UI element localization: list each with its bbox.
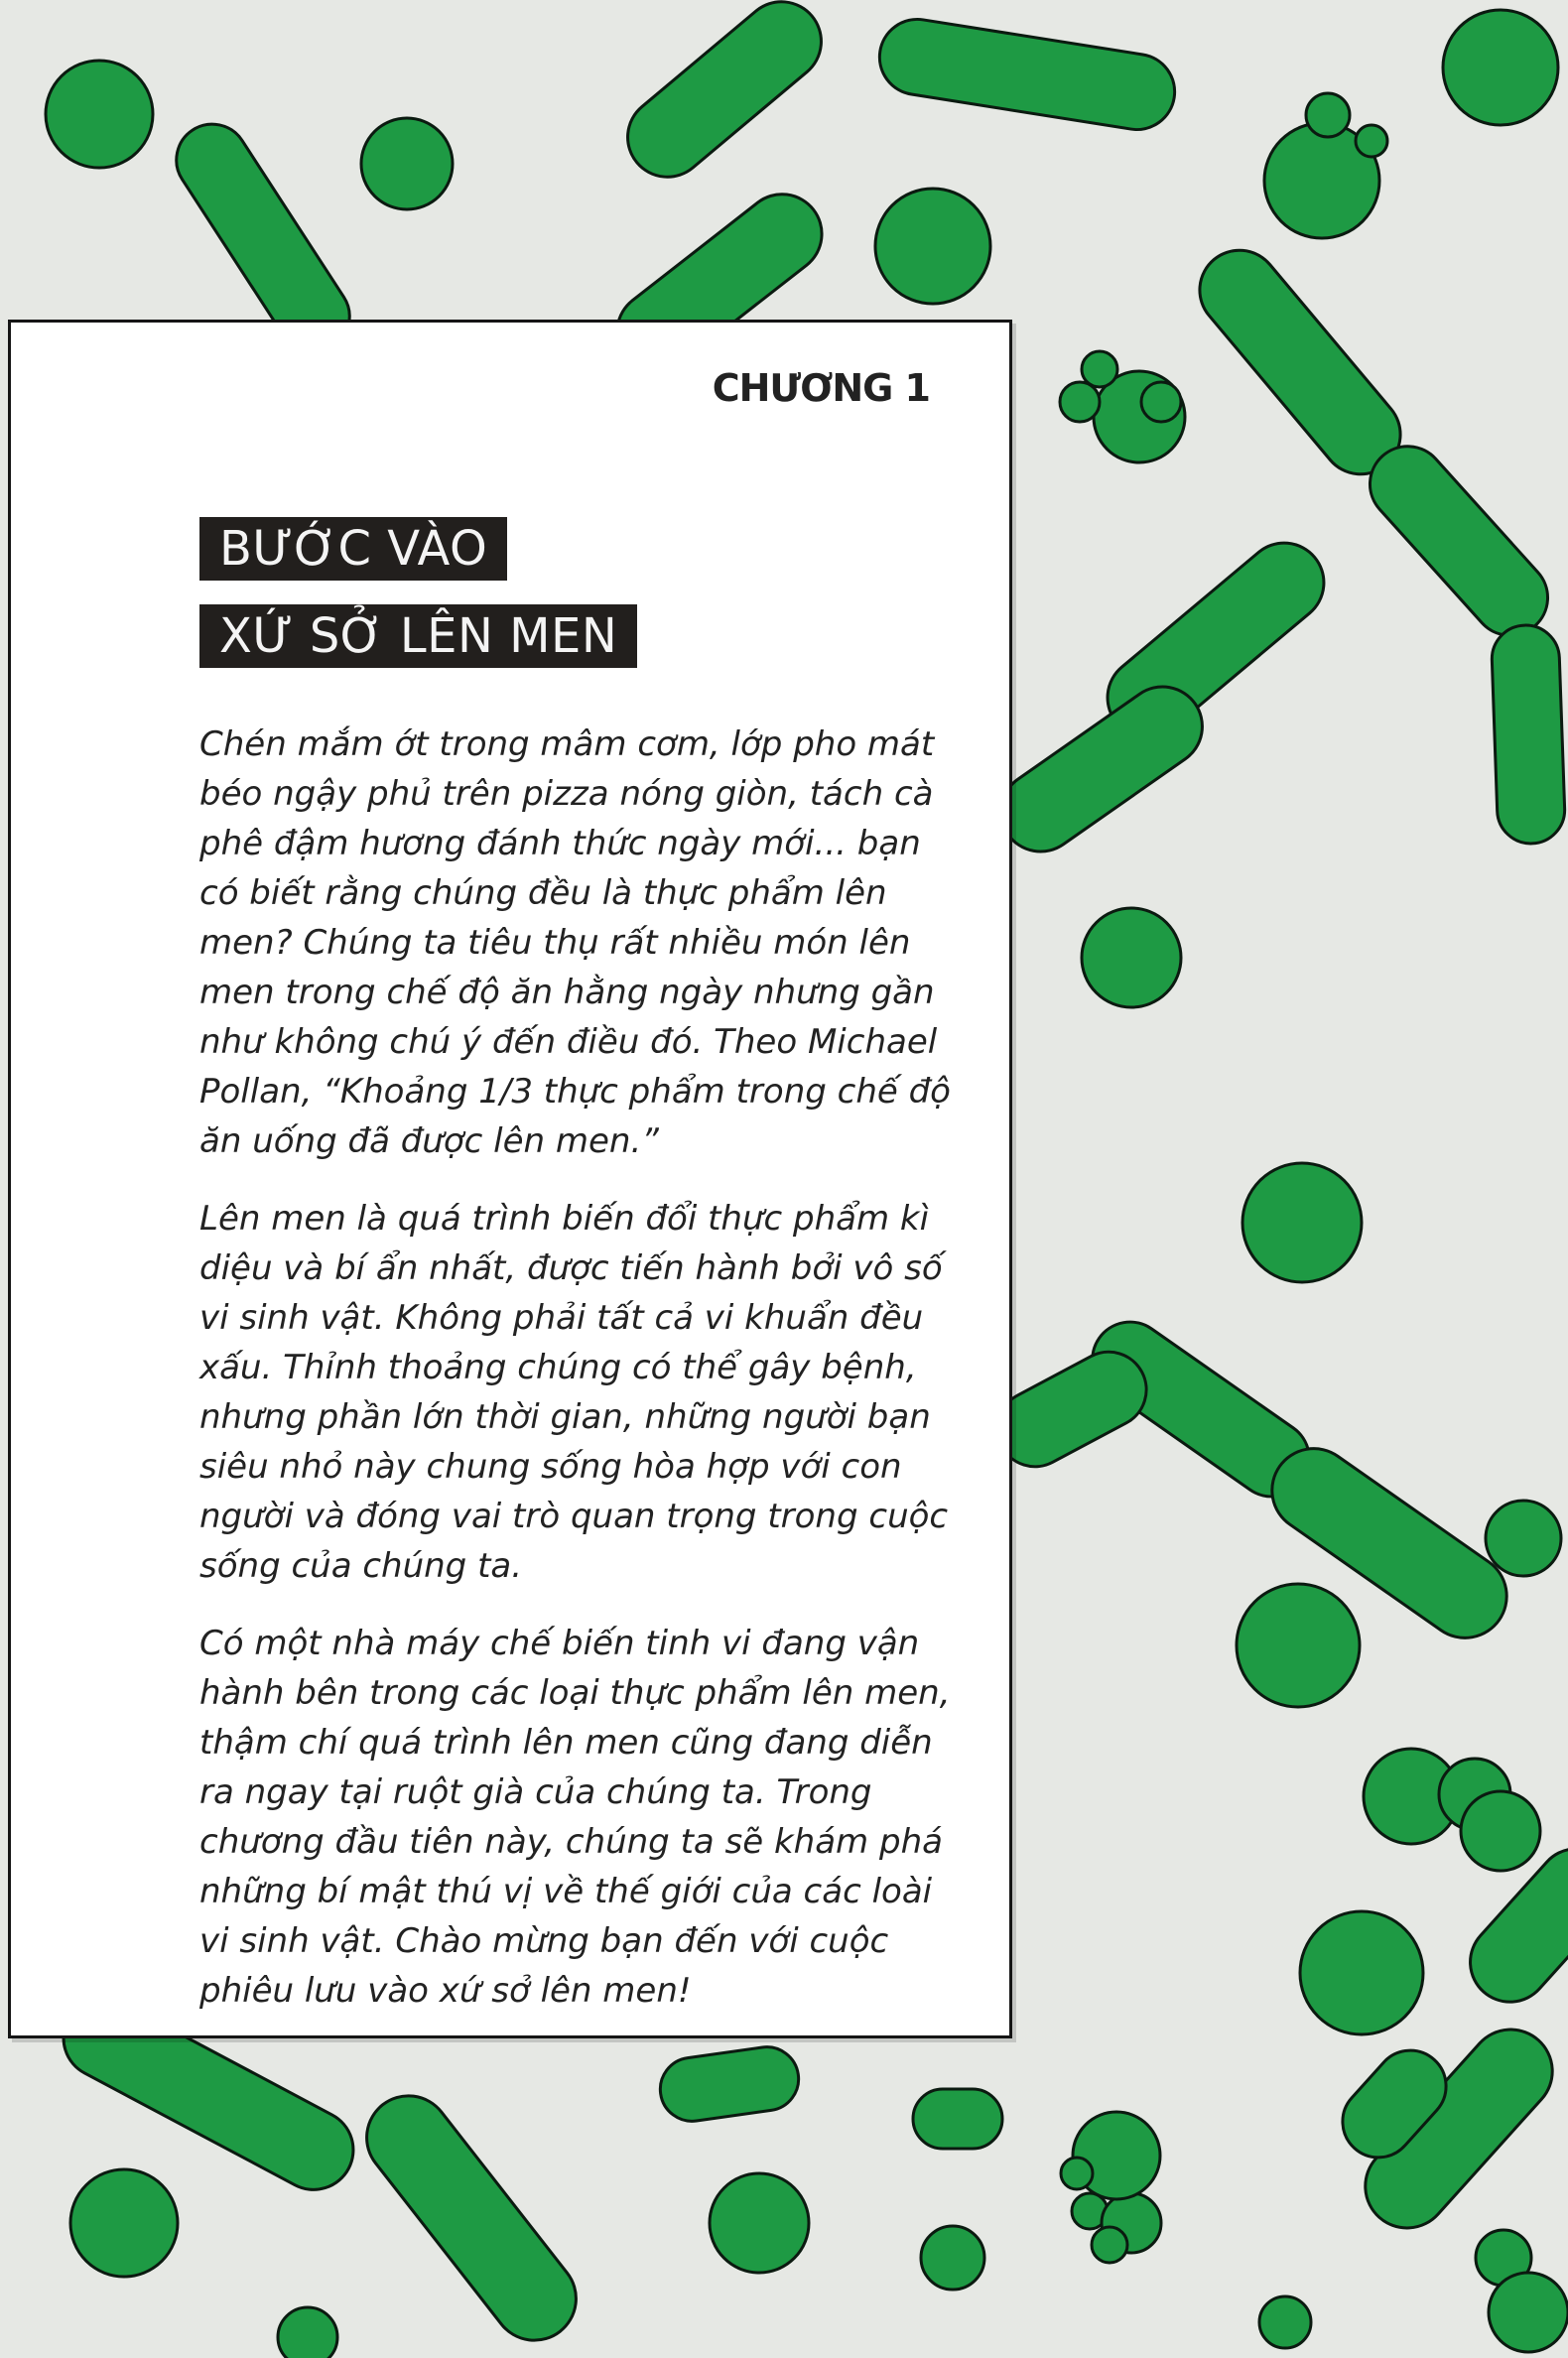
body-text xyxy=(199,720,954,2043)
coccus xyxy=(1242,1163,1362,1282)
coccus xyxy=(70,2169,178,2277)
yeast-cluster xyxy=(1060,351,1185,462)
coccus xyxy=(1443,10,1558,125)
bacillus-rod xyxy=(913,2089,1002,2149)
coccus xyxy=(1082,908,1181,1007)
coccus xyxy=(710,2173,809,2273)
coccus xyxy=(46,61,153,168)
coccus xyxy=(1259,2296,1311,2348)
coccus xyxy=(1489,2273,1568,2352)
coccus xyxy=(278,2307,337,2358)
paragraph: Chén mắm ớt trong mâm cơm, lớp pho mát béo ngậy phủ trên pizza nóng giòn, tách cà phê đậm hương đánh thức ngày mới... bạn có biết rằng chúng đều là thực phẩm lên men? Chúng ta tiêu thụ rất nhiều món lên men trong chế độ ăn hằng ngày nhưng gần như không chú ý đến điều đó. Theo Michael Pollan, “Khoảng 1/3 thực phẩm trong chế độ ăn uống đã được lên men.” xyxy=(199,724,951,1161)
chapter-label: CHƯƠNG 1 xyxy=(712,366,930,410)
title-line-2: XỨ SỞ LÊN MEN xyxy=(199,604,637,668)
coccus xyxy=(1461,1791,1540,1871)
bacillus-rod xyxy=(1491,624,1566,845)
paragraph: Lên men là quá trình biến đổi thực phẩm kì diệu và bí ẩn nhất, được tiến hành bởi vô số vi sinh vật. Không phải tất cả vi khuẩn đều xấu. Thỉnh thoảng chúng có thể gây bệnh, nhưng phần lớn thời gian, những người bạn siêu nhỏ này chung sống hòa hợp với con người và đóng vai trò quan trọng trong cuộc sống của chúng ta. xyxy=(199,1199,949,1586)
bacillus-rod xyxy=(985,671,1218,866)
coccus xyxy=(921,2226,984,2290)
coccus xyxy=(361,118,453,209)
bacillus-rod xyxy=(611,0,838,194)
bacillus-rod xyxy=(350,2079,593,2357)
coccus xyxy=(1486,1501,1561,1576)
bacillus-rod xyxy=(874,14,1180,135)
coccus xyxy=(1092,2227,1127,2263)
yeast-cluster xyxy=(1264,93,1387,238)
coccus xyxy=(1300,1911,1423,2034)
bacillus-rod xyxy=(1184,234,1417,490)
bacillus-rod xyxy=(656,2043,803,2126)
coccus xyxy=(875,189,990,304)
bacillus-rod xyxy=(1355,431,1563,651)
yeast-cluster xyxy=(1061,2112,1160,2199)
text-page xyxy=(8,320,1012,2038)
coccus xyxy=(1237,1584,1360,1707)
paragraph: Có một nhà máy chế biến tinh vi đang vận hành bên trong các loại thực phẩm lên men, thậm chí quá trình lên men cũng đang diễn ra ngay tại ruột già của chúng ta. Trong chương đầu tiên này, chúng ta sẽ khám phá những bí mật thú vị về thế giới của các loài vi sinh vật. Chào mừng bạn đến với cuộc phiêu lưu vào xứ sở lên men! xyxy=(199,1624,951,2011)
title-line-1: BƯỚC VÀO xyxy=(199,517,507,581)
